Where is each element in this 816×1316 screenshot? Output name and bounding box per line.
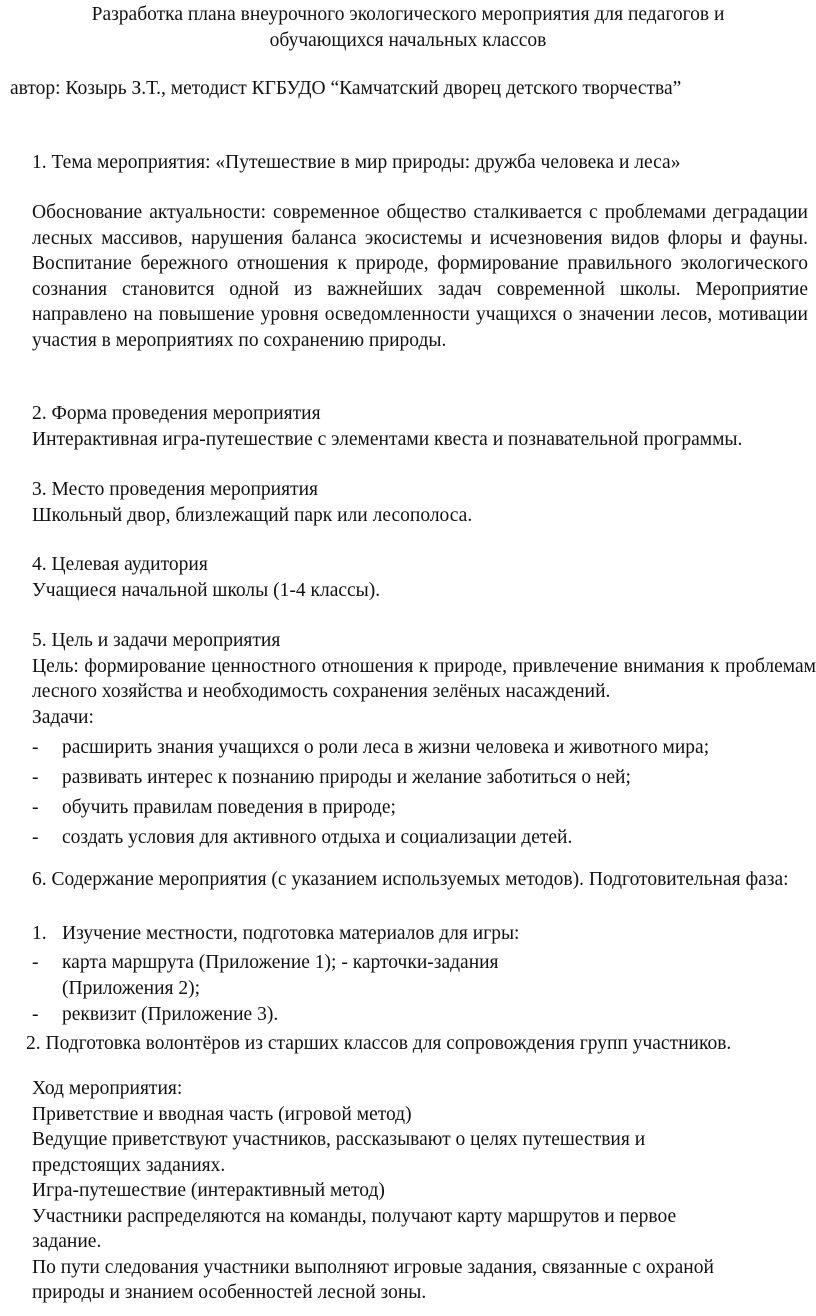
prep-list bbox=[32, 921, 812, 1030]
bullet-marker: - bbox=[32, 1004, 39, 1025]
bullet-marker: - bbox=[32, 767, 39, 788]
tasks-label: Задачи: bbox=[32, 706, 94, 728]
course-section bbox=[32, 1076, 812, 1306]
bullet-marker: - bbox=[32, 797, 39, 818]
task-text: создать условия для активного отдыха и социализации детей. bbox=[62, 827, 573, 848]
list-item bbox=[32, 950, 812, 976]
game-text: Участники распределяются на команды, получают карту маршрутов и первое bbox=[32, 1205, 677, 1227]
bullet-marker: - bbox=[32, 952, 39, 973]
bullet-marker: - bbox=[32, 827, 39, 848]
document-title bbox=[0, 2, 816, 53]
audience-text: Учащиеся начальной школы (1-4 классы). bbox=[32, 579, 381, 601]
list-item bbox=[32, 795, 812, 825]
prep-item-text: карта маршрута (Приложение 1); - карточки-задания bbox=[62, 952, 499, 973]
goal-section bbox=[32, 628, 816, 730]
list-item bbox=[32, 1002, 812, 1030]
list-item bbox=[32, 735, 812, 765]
route-text: природы и знанием особенностей лесной зоны. bbox=[32, 1282, 427, 1303]
list-number: 1. bbox=[32, 923, 47, 944]
justification-paragraph: Обоснование актуальности: современное общество сталкивается с проблемами деградации лесных массивов, нарушения баланса экосистемы и исчезновения видов флоры и фауны. Воспитание бережного отношения к природе, формирование правильного экологического сознания становится одной из важнейших задач современной школы. Мероприятие направлено на повышение уровня осведомленности учащихся о значении лесов, мотивации участия в мероприятиях по сохранению природы. bbox=[32, 202, 808, 351]
greeting-heading: Приветствие и вводная часть (игровой метод) bbox=[32, 1103, 412, 1125]
greeting-text: предстоящих заданиях. bbox=[32, 1154, 226, 1176]
content-heading: 6. Содержание мероприятия (с указанием используемых методов). Подготовительная фаза: bbox=[32, 869, 789, 890]
title-line-2: обучающихся начальных классов bbox=[269, 29, 547, 51]
list-item bbox=[32, 825, 812, 855]
prep-item-text: (Приложения 2); bbox=[62, 978, 201, 999]
prep-item-text: реквизит (Приложение 3). bbox=[62, 1004, 279, 1025]
game-text: задание. bbox=[32, 1231, 102, 1252]
route-text: По пути следования участники выполняют игровые задания, связанные с охраной bbox=[32, 1256, 714, 1278]
place-heading: 3. Место проведения мероприятия bbox=[32, 479, 318, 500]
form-heading: 2. Форма проведения мероприятия bbox=[32, 403, 321, 424]
list-item-continuation bbox=[32, 976, 812, 1002]
tasks-list bbox=[32, 735, 812, 855]
greeting-text: Ведущие приветствуют участников, рассказывают о целях путешествия и bbox=[32, 1129, 646, 1150]
task-text: обучить правилам поведения в природе; bbox=[62, 797, 396, 818]
prep-step-text: Изучение местности, подготовка материалов для игры: bbox=[62, 923, 520, 944]
game-heading: Игра-путешествие (интерактивный метод) bbox=[32, 1180, 385, 1201]
form-section bbox=[32, 401, 812, 452]
bullet-marker: - bbox=[32, 737, 39, 758]
place-section bbox=[32, 477, 812, 528]
place-text: Школьный двор, близлежащий парк или лесополоса. bbox=[32, 504, 473, 526]
title-line-1: Разработка плана внеурочного экологического мероприятия для педагогов и bbox=[91, 4, 725, 25]
prep-step-2: 2. Подготовка волонтёров из старших классов для сопровождения групп участников. bbox=[26, 1033, 732, 1054]
form-text: Интерактивная игра-путешествие с элементами квеста и познавательной программы. bbox=[32, 428, 743, 450]
goal-heading: 5. Цель и задачи мероприятия bbox=[32, 630, 281, 651]
topic-heading: 1. Тема мероприятия: «Путешествие в мир природы: дружба человека и леса» bbox=[32, 152, 681, 173]
audience-section bbox=[32, 552, 812, 603]
audience-heading: 4. Целевая аудитория bbox=[32, 554, 208, 575]
list-item bbox=[32, 765, 812, 795]
task-text: развивать интерес к познанию природы и желание заботиться о ней; bbox=[62, 767, 631, 788]
list-item bbox=[32, 921, 812, 950]
course-heading: Ход мероприятия: bbox=[32, 1078, 183, 1099]
author-line: автор: Козырь З.Т., методист КГБУДО “Камчатский дворец детского творчества” bbox=[10, 78, 682, 99]
task-text: расширить знания учащихся о роли леса в жизни человека и животного мира; bbox=[62, 737, 710, 758]
goal-text: Цель: формирование ценностного отношения к природе, привлечение внимания к проблемам лесного хозяйства и необходимость сохранения зелёных насаждений. bbox=[32, 655, 816, 702]
